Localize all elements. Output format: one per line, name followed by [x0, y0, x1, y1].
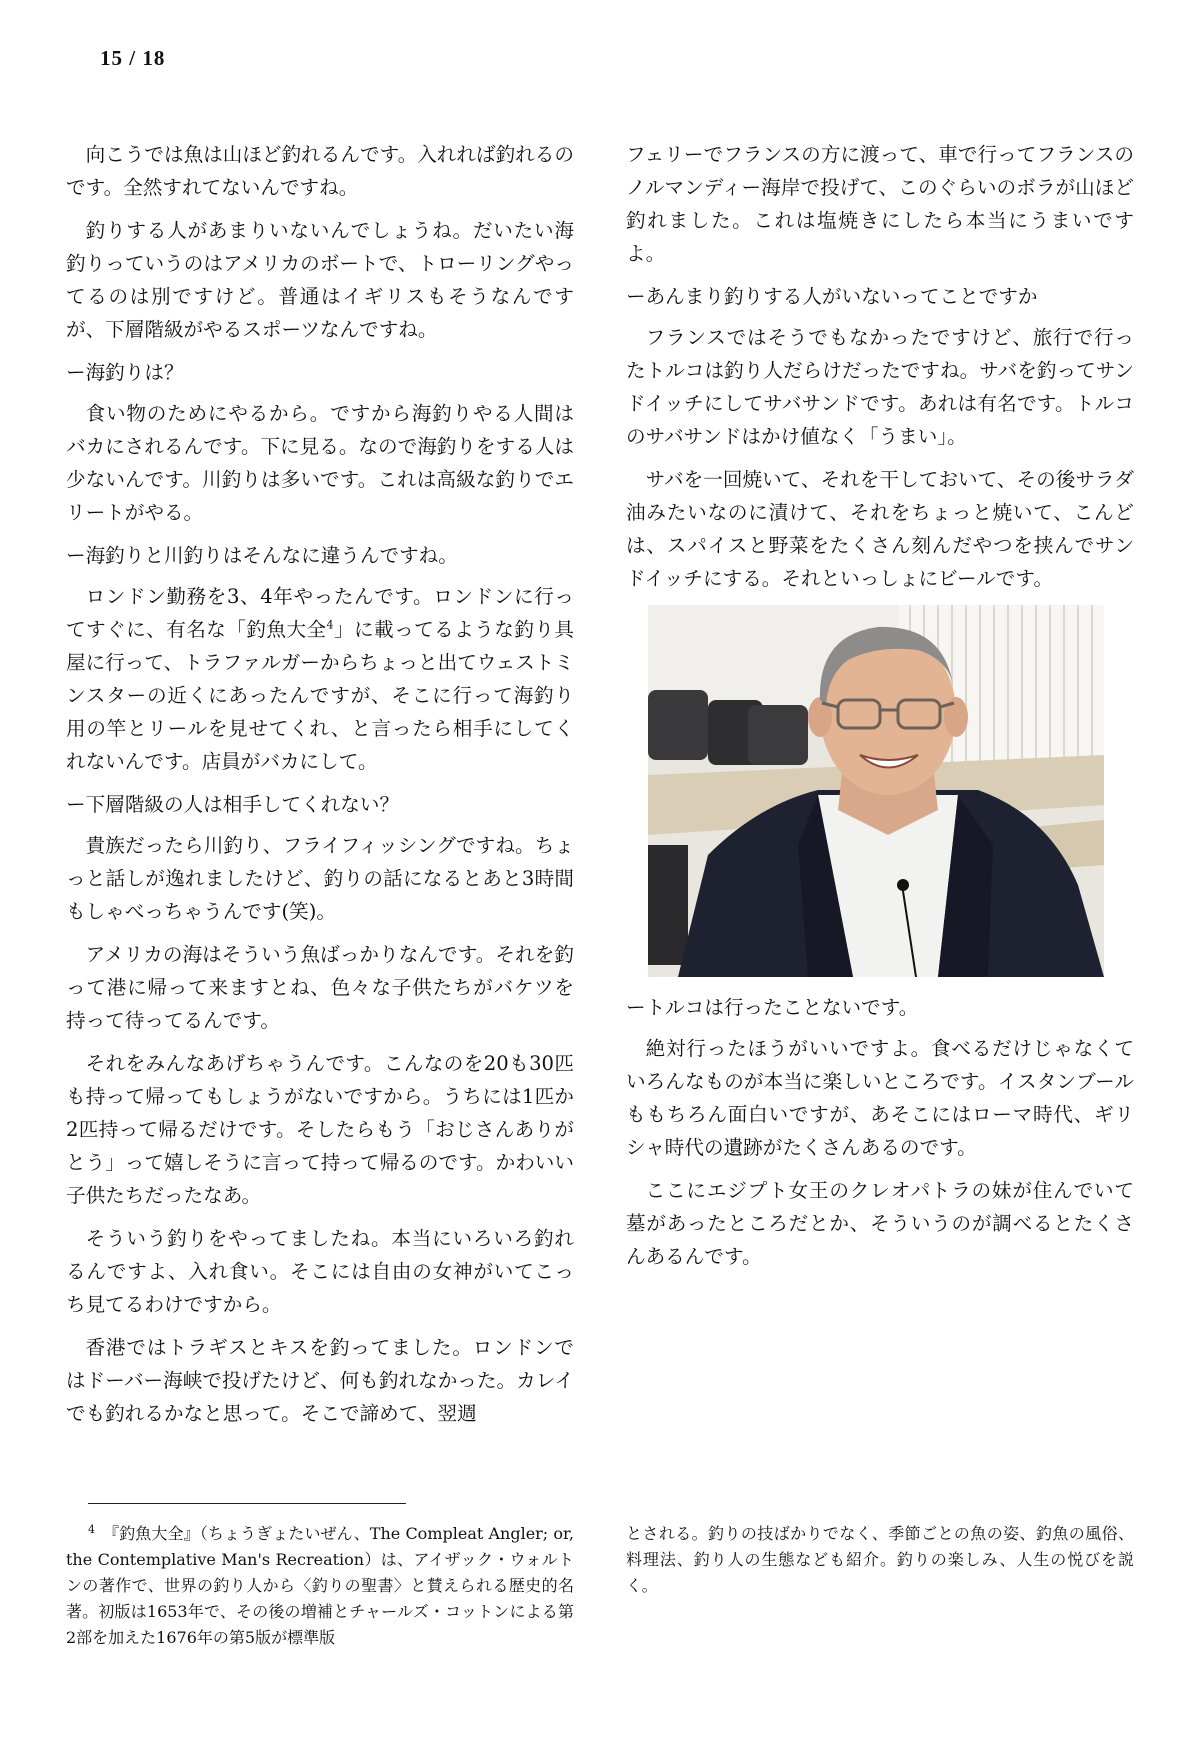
footnote-right	[626, 1521, 1134, 1599]
paragraph: 絶対行ったほうがいいですよ。食べるだけじゃなくていろんなものが本当に楽しいところです。イスタンブールももちろん面白いですが、あそこにはローマ時代、ギリシャ時代の遺跡がたくさんあるのです。	[626, 1037, 1134, 1159]
right-column	[626, 138, 1134, 1283]
paragraph-with-footnote	[66, 580, 574, 778]
paragraph: サバを一回焼いて、それを干しておいて、その後サラダ油みたいなのに漬けて、それをちょっと焼いて、こんどは、スパイスと野菜をたくさん刻んだやつを挟んでサンドイッチにする。それといっしょにビールです。	[626, 468, 1134, 590]
interviewer-question: ー海釣りは？	[66, 361, 184, 384]
footnote-left	[66, 1521, 574, 1651]
interview-photo	[648, 605, 1104, 977]
paragraph: 釣りする人があまりいないんでしょうね。だいたい海釣りっていうのはアメリカのボートで、トローリングやってるのは別ですけど。普通はイギリスもそうなんですが、下層階級がやるスポーツなんですね。	[66, 219, 574, 341]
footnote-reference: 4	[326, 618, 334, 632]
interviewer-question: ー海釣りと川釣りはそんなに違うんですね。	[66, 544, 458, 567]
paragraph: 食い物のためにやるから。ですから海釣りやる人間はバカにされるんです。下に見る。なので海釣りをする人は少ないんです。川釣りは多いです。これは高級な釣りでエリートがやる。	[66, 402, 574, 524]
paragraph: それをみんなあげちゃうんです。こんなのを20も30匹も持って帰ってもしょうがないですから。うちには1匹か2匹持って帰るだけです。そしたらもう「おじさんありがとう」って嬉しそうに言って持って帰るのです。かわいい子供たちだったなあ。	[66, 1052, 574, 1207]
paragraph: フェリーでフランスの方に渡って、車で行ってフランスのノルマンディー海岸で投げて、このぐらいのボラが山ほど釣れました。これは塩焼きにしたら本当にうまいですよ。	[626, 143, 1134, 265]
left-column	[66, 138, 574, 1440]
interviewer-question: ーあんまり釣りする人がいないってことですか	[626, 285, 1038, 308]
paragraph: 向こうでは魚は山ほど釣れるんです。入れれば釣れるのです。全然すれてないんですね。	[66, 143, 574, 199]
paragraph: ここにエジプト女王のクレオパトラの妹が住んでいて墓があったところだとか、そういうのが調べるとたくさんあるんです。	[626, 1179, 1134, 1268]
paragraph: 香港ではトラギスとキスを釣ってました。ロンドンではドーバー海峡で投げたけど、何も釣れなかった。カレイでも釣れるかなと思って。そこで諦めて、翌週	[66, 1336, 574, 1425]
paragraph: 貴族だったら川釣り、フライフィッシングですね。ちょっと話しが逸れましたけど、釣りの話になるとあと3時間もしゃべっちゃうんです(笑)。	[66, 834, 574, 923]
footnote-text: とされる。釣りの技ばかりでなく、季節ごとの魚の姿、釣魚の風俗、料理法、釣り人の生態なども紹介。釣りの楽しみ、人生の悦びを説く。	[626, 1524, 1134, 1595]
paragraph: フランスではそうでもなかったですけど、旅行で行ったトルコは釣り人だらけだったですね。サバを釣ってサンドイッチにしてサバサンドです。あれは有名です。トルコのサバサンドはかけ値なく「うまい」。	[626, 326, 1134, 448]
interviewer-question: ー下層階級の人は相手してくれない？	[66, 793, 400, 816]
interviewer-question: ートルコは行ったことないです。	[626, 996, 919, 1019]
page-number: 15 / 18	[100, 46, 166, 70]
paragraph: アメリカの海はそういう魚ばっかりなんです。それを釣って港に帰って来ますとね、色々な子供たちがバケツを持って待ってるんです。	[66, 943, 574, 1032]
paragraph-text: ロンドン勤務を3、4年やったんです。ロンドンに行ってすぐに、有名な「釣魚大全	[66, 585, 574, 641]
paragraph-text: 」に載ってるような釣り具屋に行って、トラファルガーからちょっと出てウェストミンスターの近くにあったんですが、そこに行って海釣り用の竿とリールを見せてくれ、と言ったら相手にしてくれないんです。店員がバカにして。	[66, 618, 575, 773]
paragraph: そういう釣りをやってましたね。本当にいろいろ釣れるんですよ、入れ食い。そこには自由の女神がいてこっち見てるわけですから。	[66, 1227, 574, 1316]
photo-illustration	[648, 605, 1104, 977]
footnote-number: 4	[88, 1522, 95, 1536]
footnote-text: 『釣魚大全』（ちょうぎょたいぜん、The Compleat Angler; or, the Contemplative Man's Recreation）は、アイザック・ウォルトンの著作で、世界の釣り人から〈釣りの聖書〉と賛えられる歴史的名著。初版は1653年で、その後の増補とチャールズ・コットンによる第2部を加えた1676年の第5版が標準版	[66, 1524, 574, 1647]
footnote-divider	[88, 1503, 406, 1504]
